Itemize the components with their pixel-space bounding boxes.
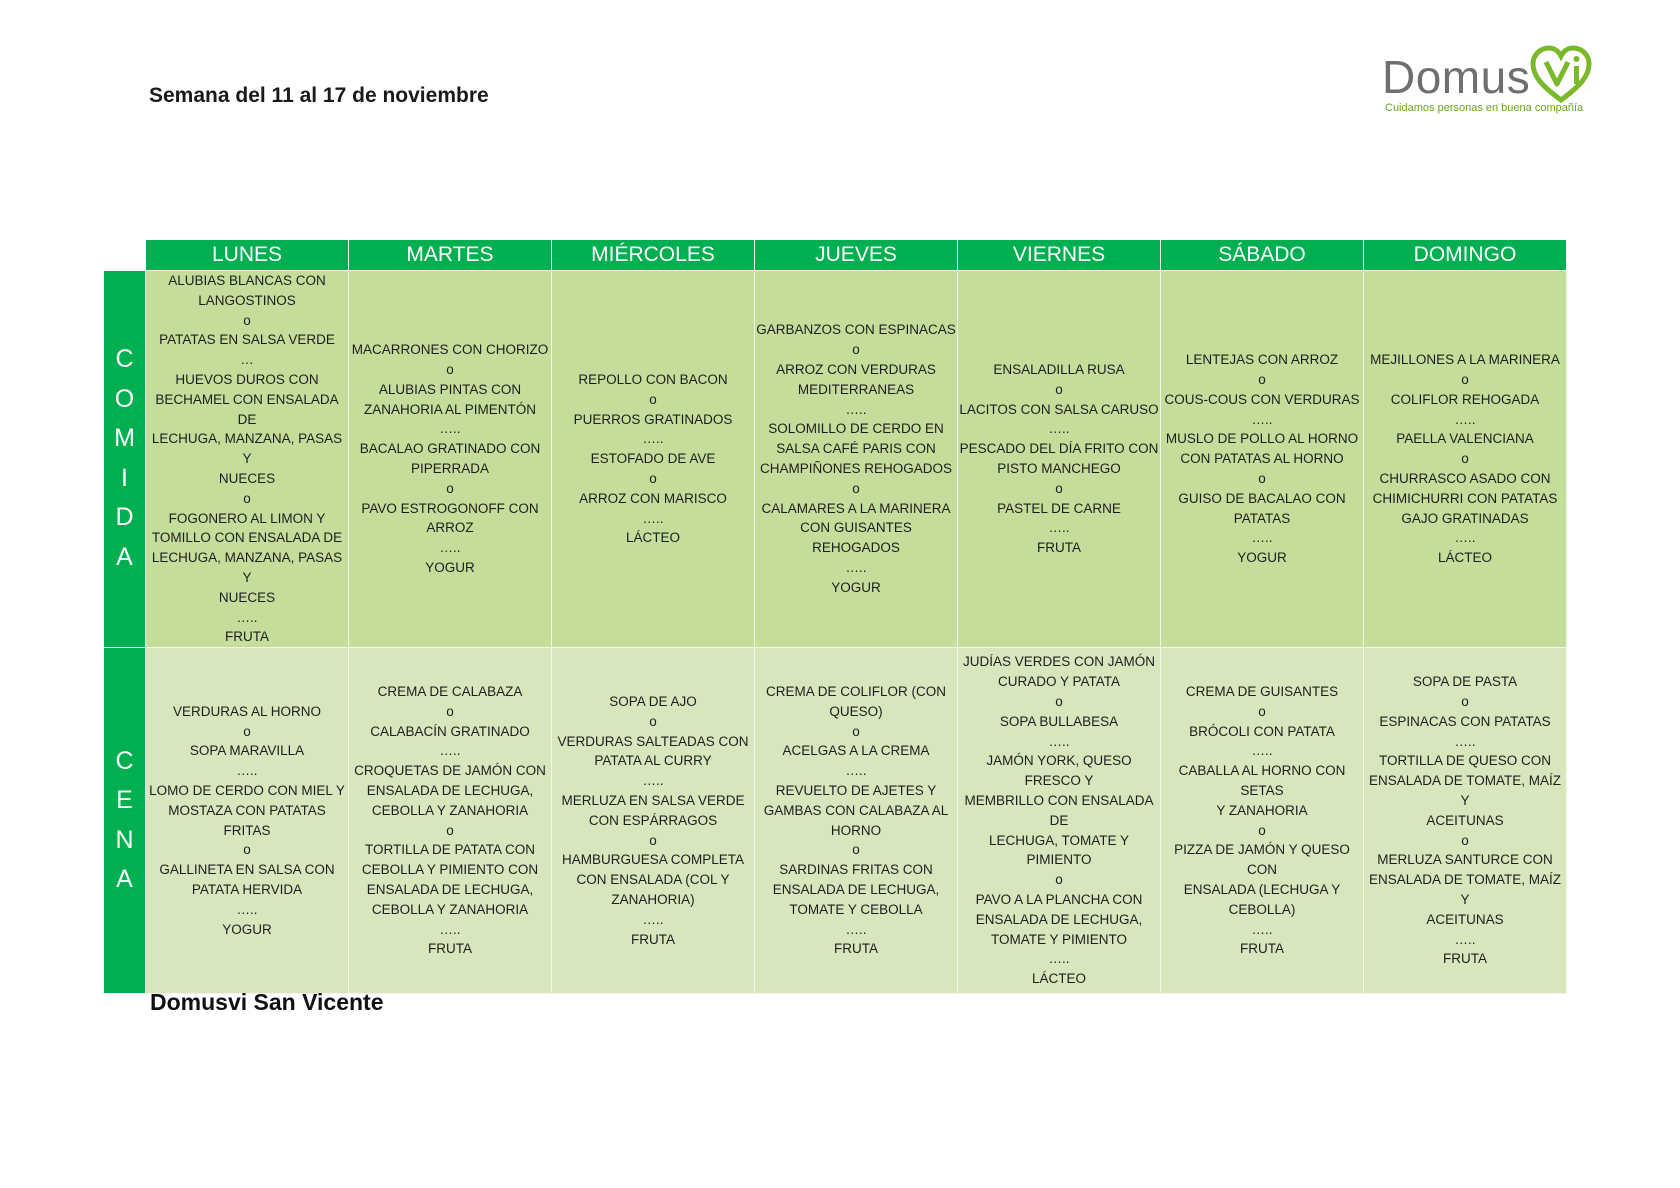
dish-line: ENSALADA DE TOMATE, MAÍZ Y	[1368, 872, 1562, 907]
dish-line: BRÓCOLI CON PATATA	[1189, 723, 1335, 739]
dish-line: …	[240, 352, 254, 368]
meal-label-letter: A	[116, 865, 133, 894]
dish-line: FRUTA	[834, 941, 878, 957]
dish-line: …..	[236, 609, 258, 625]
dish-line: HORNO	[830, 822, 882, 838]
comida-row	[104, 271, 1567, 648]
dish-line: GAJO GRATINADAS	[1401, 510, 1529, 526]
dish-line: …..	[642, 510, 664, 526]
dish-line: FRUTA	[631, 931, 675, 947]
dish-line: o	[1258, 371, 1266, 387]
dish-line: …..	[1251, 411, 1273, 427]
dish-line: CALAMARES A LA MARINERA	[761, 500, 951, 516]
dish-line: ACELGAS A LA CREMA	[782, 743, 930, 759]
dish-line: FRUTA	[428, 941, 472, 957]
dish-line: GUISO DE BACALAO CON	[1178, 490, 1346, 506]
dish-line: PATATA AL CURRY	[594, 753, 712, 769]
menu-cell	[958, 648, 1161, 994]
dish-line: REVUELTO DE AJETES Y	[775, 783, 937, 799]
meal-label-letter: C	[115, 345, 134, 374]
dish-line: FRUTA	[1240, 941, 1284, 957]
week-title: Semana del 11 al 17 de noviembre	[149, 84, 489, 107]
dish-line: JAMÓN YORK, QUESO FRESCO Y	[986, 753, 1132, 789]
dish-line: LÁCTEO	[1031, 971, 1086, 987]
dish-line: ENSALADA DE LECHUGA,	[975, 911, 1143, 927]
dish-line: PAVO A LA PLANCHA CON	[975, 891, 1143, 907]
dish-line: MOSTAZA CON PATATAS FRITAS	[168, 802, 326, 838]
dish-line: NUECES	[218, 589, 276, 605]
meal-label-letter: O	[114, 384, 135, 413]
dish-line: o	[852, 842, 860, 858]
dish-line: o	[1258, 470, 1266, 486]
dish-line: o	[446, 703, 454, 719]
dish-line: VERDURAS AL HORNO	[172, 703, 322, 719]
dish-line: ENSALADA DE LECHUGA,	[772, 882, 940, 898]
dish-line: …..	[236, 763, 258, 779]
dish-line: o	[852, 342, 860, 358]
dish-line: CEBOLLA Y PIMIENTO CON	[361, 862, 539, 878]
dish-line: …..	[1048, 733, 1070, 749]
dish-line: o	[1055, 693, 1063, 709]
dish-line: PASTEL DE CARNE	[997, 500, 1121, 516]
dish-line: SOPA BULLABESA	[999, 713, 1119, 729]
dish-line: CURADO Y PATATA	[997, 674, 1121, 690]
dish-line: MACARRONES CON CHORIZO	[351, 342, 549, 358]
dish-line: PISTO MANCHEGO	[997, 461, 1121, 477]
meal-label	[104, 271, 146, 648]
meal-label	[104, 648, 146, 994]
dish-line: GARBANZOS CON ESPINACAS	[756, 322, 956, 338]
menu-cell	[1161, 648, 1364, 994]
dish-line: LANGOSTINOS	[198, 292, 296, 308]
cena-row	[104, 648, 1567, 994]
table-corner	[104, 240, 146, 271]
dish-line: …..	[439, 743, 461, 759]
dish-line: CREMA DE COLIFLOR (CON	[765, 684, 947, 700]
dish-line: LÁCTEO	[1437, 550, 1492, 566]
dish-line: o	[1258, 822, 1266, 838]
dish-line: VERDURAS SALTEADAS CON	[557, 733, 749, 749]
dish-line: CHAMPIÑONES REHOGADOS	[759, 461, 953, 477]
dish-line: PUERROS GRATINADOS	[573, 411, 733, 427]
meal-label-letter: I	[121, 463, 128, 492]
dish-line: LECHUGA, MANZANA, PASAS Y	[151, 431, 343, 467]
dish-line: ENSALADA (LECHUGA Y	[1183, 882, 1341, 898]
center-name: Domusvi San Vicente	[150, 989, 384, 1015]
dish-line: ARROZ CON VERDURAS	[776, 362, 936, 378]
dish-line: …..	[1454, 530, 1476, 546]
dish-line: ALUBIAS BLANCAS CON	[168, 273, 326, 288]
dish-line: ZANAHORIA)	[611, 891, 695, 907]
dish-line: o	[1461, 371, 1469, 387]
dish-line: SOPA MARAVILLA	[189, 743, 305, 759]
dish-line: …..	[642, 911, 664, 927]
dish-line: …..	[1048, 520, 1070, 536]
dish-line: …..	[1454, 733, 1476, 749]
day-header: SÁBADO	[1161, 240, 1364, 271]
dish-line: o	[1258, 703, 1266, 719]
dish-line: o	[243, 312, 251, 328]
day-header: DOMINGO	[1364, 240, 1567, 271]
dish-line: …..	[236, 901, 258, 917]
dish-line: CON PATATAS AL HORNO	[1180, 451, 1344, 467]
dish-line: MEMBRILLO CON ENSALADA DE	[964, 792, 1154, 828]
logo-wordmark: Domus	[1382, 51, 1531, 103]
dish-line: PESCADO DEL DÍA FRITO CON	[959, 441, 1159, 457]
dish-line: …..	[845, 560, 867, 576]
dish-line: LENTEJAS CON ARROZ	[1185, 352, 1339, 368]
dish-line: PATATAS	[1233, 510, 1291, 526]
meal-label-letter: A	[116, 542, 133, 571]
dish-line: CEBOLLA)	[1228, 901, 1296, 917]
dish-line: CROQUETAS DE JAMÓN CON	[354, 763, 546, 779]
dish-line: o	[1055, 480, 1063, 496]
dish-line: o	[446, 822, 454, 838]
dish-line: ACEITUNAS	[1426, 911, 1504, 927]
dish-line: ENSALADA DE LECHUGA,	[366, 783, 534, 799]
dish-line: Y ZANAHORIA	[1216, 802, 1308, 818]
dish-line: GAMBAS CON CALABAZA AL	[763, 802, 949, 818]
dish-line: o	[1055, 872, 1063, 888]
dish-line: PIZZA DE JAMÓN Y QUESO CON	[1174, 842, 1350, 878]
dish-line: GALLINETA EN SALSA CON	[159, 862, 335, 878]
dish-line: PAELLA VALENCIANA	[1396, 431, 1534, 447]
menu-cell	[146, 648, 349, 994]
dish-line: ESPINACAS CON PATATAS	[1379, 713, 1551, 729]
dish-line: …..	[642, 773, 664, 789]
dish-line: o	[446, 480, 454, 496]
dish-line: SOLOMILLO DE CERDO EN	[768, 421, 944, 437]
dish-line: …..	[1454, 411, 1476, 427]
dish-line: CON ESPÁRRAGOS	[588, 812, 718, 828]
dish-line: PATATAS EN SALSA VERDE	[159, 332, 335, 348]
meal-label-letter: M	[114, 424, 135, 453]
dish-line: CEBOLLA Y ZANAHORIA	[371, 802, 529, 818]
dish-line: PAVO ESTROGONOFF CON	[361, 500, 539, 516]
dish-line: …..	[1048, 951, 1070, 967]
dish-line: CHURRASCO ASADO CON	[1379, 470, 1551, 486]
menu-cell	[1161, 271, 1364, 648]
dish-line: ARROZ	[426, 520, 474, 536]
day-header: LUNES	[146, 240, 349, 271]
dish-line: o	[649, 713, 657, 729]
dish-line: CEBOLLA Y ZANAHORIA	[371, 901, 529, 917]
dish-line: SALSA CAFÉ PARIS CON	[776, 441, 936, 457]
menu-cell	[755, 648, 958, 994]
dish-line: TOMATE Y PIMIENTO	[990, 931, 1128, 947]
logo-heart-icon	[1530, 44, 1592, 106]
dish-line: o	[852, 480, 860, 496]
dish-line: BECHAMEL CON ENSALADA DE	[155, 391, 339, 427]
dish-line: …..	[642, 431, 664, 447]
dish-line: FRUTA	[1443, 951, 1487, 967]
dish-line: o	[852, 723, 860, 739]
dish-line: …..	[1048, 421, 1070, 437]
dish-line: CABALLA AL HORNO CON SETAS	[1178, 763, 1346, 799]
dish-line: LECHUGA, TOMATE Y PIMIENTO	[988, 832, 1130, 868]
dish-line: LOMO DE CERDO CON MIEL Y	[149, 783, 345, 799]
day-header: MIÉRCOLES	[552, 240, 755, 271]
dish-line: CALABACÍN GRATINADO	[370, 723, 530, 739]
dish-line: ENSALADA DE TOMATE, MAÍZ Y	[1368, 773, 1562, 808]
meal-label-letter: D	[115, 503, 134, 532]
dish-line: …..	[1454, 931, 1476, 947]
dish-line: HUEVOS DUROS CON	[175, 371, 319, 387]
dish-line: SOPA DE AJO	[609, 693, 697, 709]
menu-cell	[1364, 648, 1567, 994]
dish-line: LÁCTEO	[625, 530, 680, 546]
menu-cell	[146, 271, 349, 648]
menu-cell	[958, 271, 1161, 648]
dish-line: …..	[845, 401, 867, 417]
dish-line: COUS-COUS CON VERDURAS	[1164, 391, 1360, 407]
dish-line: o	[1461, 832, 1469, 848]
dish-line: TORTILLA DE QUESO CON	[1378, 753, 1552, 769]
menu-cell	[1364, 271, 1567, 648]
menu-cell	[349, 648, 552, 994]
dish-line: FRUTA	[1037, 540, 1081, 556]
meal-label-letter: N	[115, 825, 134, 854]
dish-line: YOGUR	[1237, 550, 1287, 566]
dish-line: BACALAO GRATINADO CON	[359, 441, 541, 457]
dish-line: ZANAHORIA AL PIMENTÓN	[363, 401, 537, 417]
dish-line: FRUTA	[225, 629, 269, 645]
dish-line: TOMILLO CON ENSALADA DE	[151, 530, 343, 546]
dish-line: …..	[845, 921, 867, 937]
dish-line: MERLUZA SANTURCE CON	[1377, 852, 1553, 868]
dish-line: o	[243, 723, 251, 739]
dish-line: CHIMICHURRI CON PATATAS	[1372, 490, 1558, 506]
dish-line: …..	[845, 763, 867, 779]
dish-line: NUECES	[218, 470, 276, 486]
dish-line: HAMBURGUESA COMPLETA	[561, 852, 745, 868]
dish-line: CREMA DE CALABAZA	[377, 684, 523, 700]
dish-line: …..	[439, 540, 461, 556]
dish-line: COLIFLOR REHOGADA	[1390, 391, 1540, 407]
dish-line: CON ENSALADA (COL Y	[576, 872, 730, 888]
dish-line: …..	[1251, 921, 1273, 937]
meal-label-letter: C	[115, 746, 134, 775]
weekly-menu-table	[104, 240, 1567, 994]
dish-line: o	[1055, 381, 1063, 397]
dish-line: YOGUR	[425, 560, 475, 576]
dish-line: JUDÍAS VERDES CON JAMÓN	[962, 654, 1156, 670]
days-header-row	[104, 240, 1567, 271]
dish-line: TORTILLA DE PATATA CON	[364, 842, 536, 858]
dish-line: …..	[1251, 530, 1273, 546]
dish-line: o	[1461, 451, 1469, 467]
dish-line: FOGONERO AL LIMON Y	[168, 510, 326, 526]
dish-line: REPOLLO CON BACON	[578, 371, 728, 387]
dish-line: MEJILLONES A LA MARINERA	[1370, 352, 1560, 368]
dish-line: o	[243, 490, 251, 506]
day-header: MARTES	[349, 240, 552, 271]
dish-line: PATATA HERVIDA	[191, 882, 303, 898]
logo-tagline: Cuidamos personas en buena compañía	[1385, 102, 1584, 114]
menu-cell	[552, 648, 755, 994]
dish-line: MEDITERRANEAS	[797, 381, 915, 397]
dish-line: CREMA DE GUISANTES	[1185, 684, 1339, 700]
dish-line: o	[649, 470, 657, 486]
menu-cell	[552, 271, 755, 648]
dish-line: …..	[439, 421, 461, 437]
dish-line: MERLUZA EN SALSA VERDE	[561, 792, 745, 808]
dish-line: SARDINAS FRITAS CON	[779, 862, 933, 878]
dish-line: MUSLO DE POLLO AL HORNO	[1165, 431, 1359, 447]
meal-label-letter: E	[116, 786, 133, 815]
dish-line: QUESO)	[829, 703, 883, 719]
dish-line: ENSALADA DE LECHUGA,	[366, 882, 534, 898]
menu-cell	[755, 271, 958, 648]
dish-line: ENSALADILLA RUSA	[993, 362, 1125, 378]
dish-line: o	[243, 842, 251, 858]
dish-line: ESTOFADO DE AVE	[590, 451, 716, 467]
dish-line: LACITOS CON SALSA CARUSO	[959, 401, 1159, 417]
dish-line: YOGUR	[831, 579, 881, 595]
dish-line: …..	[439, 921, 461, 937]
domusvi-logo	[1382, 40, 1602, 120]
menu-cell	[349, 271, 552, 648]
dish-line: YOGUR	[222, 921, 272, 937]
dish-line: ARROZ CON MARISCO	[579, 490, 727, 506]
dish-line: …..	[1251, 743, 1273, 759]
dish-line: o	[1461, 693, 1469, 709]
dish-line: SOPA DE PASTA	[1412, 674, 1518, 690]
dish-line: PIPERRADA	[410, 461, 490, 477]
dish-line: o	[446, 362, 454, 378]
dish-line: o	[649, 391, 657, 407]
dish-line: CON GUISANTES REHOGADOS	[800, 520, 912, 556]
dish-line: TOMATE Y CEBOLLA	[789, 901, 923, 917]
dish-line: ACEITUNAS	[1426, 812, 1504, 828]
dish-line: LECHUGA, MANZANA, PASAS Y	[151, 550, 343, 585]
day-header: JUEVES	[755, 240, 958, 271]
dish-line: ALUBIAS PINTAS CON	[378, 381, 522, 397]
dish-line: o	[649, 832, 657, 848]
day-header: VIERNES	[958, 240, 1161, 271]
